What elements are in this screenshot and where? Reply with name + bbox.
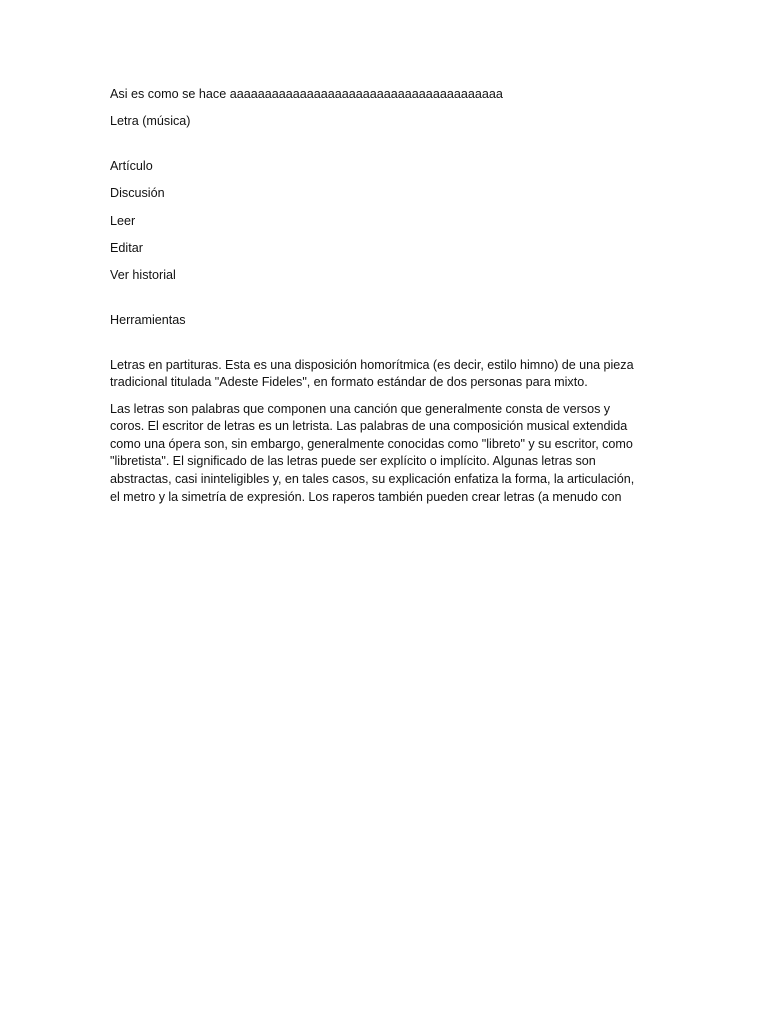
paragraph-body	[110, 401, 658, 507]
paragraph-line: Letras en partituras. Esta es una disposición homorítmica (es decir, estilo himno) de una pieza	[110, 357, 634, 372]
paragraph-line: el metro y la simetría de expresión. Los raperos también pueden crear letras (a menudo con	[110, 489, 622, 504]
paragraph-line: abstractas, casi ininteligibles y, en tales casos, su explicación enfatiza la forma, la articulación,	[110, 472, 635, 486]
paragraph-line: Las letras son palabras que componen una canción que generalmente consta de versos y	[110, 401, 611, 416]
paragraph-line: tradicional titulada "Adeste Fideles", en formato estándar de dos personas para mixto.	[110, 375, 588, 390]
nav-leer: Leer	[110, 213, 136, 228]
nav-articulo: Artículo	[110, 159, 153, 174]
paragraph-line: como una ópera son, sin embargo, generalmente conocidas como "libreto" y su escritor, como	[110, 436, 633, 451]
paragraph-line: "libretista". El significado de las letras puede ser explícito o implícito. Algunas letras son	[110, 454, 596, 469]
herramientas-label: Herramientas	[110, 312, 186, 327]
spacer	[110, 141, 658, 159]
paragraph-line: coros. El escritor de letras es un letrista. Las palabras de una composición musical extendida	[110, 419, 628, 434]
spacer	[110, 294, 658, 312]
nav-discusion: Discusión	[110, 186, 165, 201]
title-line: Asi es como se hace aaaaaaaaaaaaaaaaaaaaaaaaaaaaaaaaaaaaaaa	[110, 87, 503, 101]
subtitle: Letra (música)	[110, 114, 191, 129]
paragraph-caption	[110, 357, 658, 392]
document-page	[110, 86, 658, 515]
spacer	[110, 339, 658, 357]
nav-ver-historial: Ver historial	[110, 268, 176, 283]
nav-editar: Editar	[110, 240, 143, 255]
